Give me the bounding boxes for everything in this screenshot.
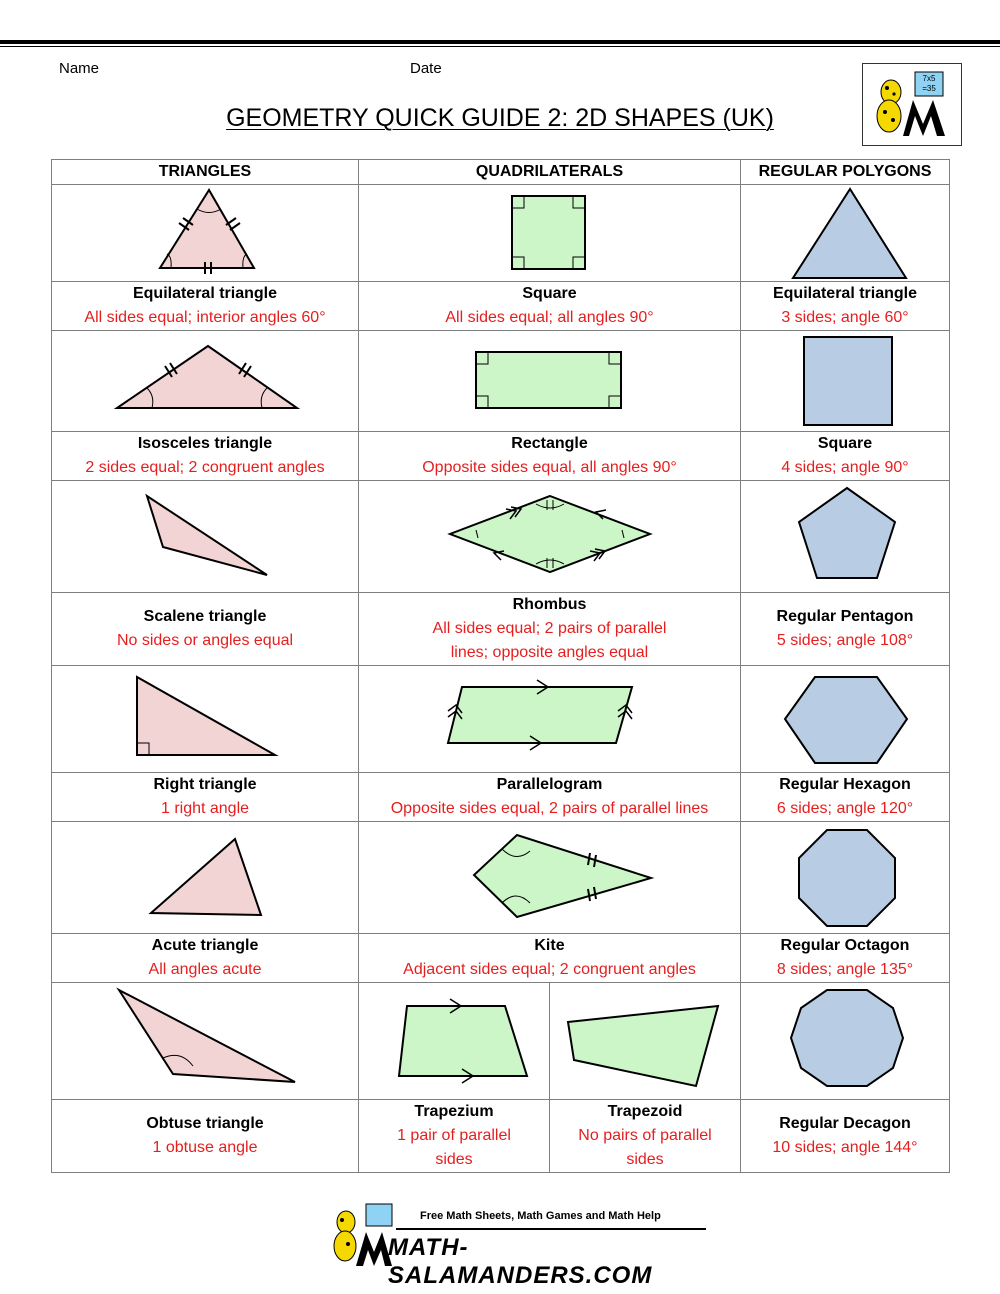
label-acute-triangle: Acute triangle All angles acute xyxy=(52,934,359,983)
label-kite: Kite Adjacent sides equal; 2 congruent angles xyxy=(359,934,741,983)
equilateral-triangle-shape xyxy=(55,186,355,281)
octagon-shape xyxy=(745,823,945,933)
date-label: Date xyxy=(410,60,442,77)
decagon-cell xyxy=(741,983,950,1100)
label-rectangle: Rectangle Opposite sides equal, all angles 90° xyxy=(359,432,741,481)
acute-triangle-shape xyxy=(55,823,355,933)
label-polygon-square: Square 4 sides; angle 90° xyxy=(741,432,950,481)
pentagon-cell xyxy=(741,481,950,593)
page-title: GEOMETRY QUICK GUIDE 2: 2D SHAPES (UK) xyxy=(226,104,774,132)
trapezoid-cell xyxy=(550,983,741,1100)
label-scalene-triangle: Scalene triangle No sides or angles equal xyxy=(52,593,359,666)
logo-text-2: =35 xyxy=(922,84,936,93)
octagon-cell xyxy=(741,822,950,934)
equilateral-triangle-cell xyxy=(52,185,359,282)
shapes-table xyxy=(51,159,950,1173)
label-isosceles-triangle: Isosceles triangle 2 sides equal; 2 congruent angles xyxy=(52,432,359,481)
label-equilateral-triangle: Equilateral triangle All sides equal; interior angles 60° xyxy=(52,282,359,331)
label-octagon: Regular Octagon 8 sides; angle 135° xyxy=(741,934,950,983)
polygon-triangle-cell xyxy=(741,185,950,282)
rectangle-shape xyxy=(360,332,740,431)
label-square: Square All sides equal; all angles 90° xyxy=(359,282,741,331)
label-polygon-triangle: Equilateral triangle 3 sides; angle 60° xyxy=(741,282,950,331)
parallelogram-shape xyxy=(360,667,740,772)
hexagon-cell xyxy=(741,666,950,773)
obtuse-triangle-cell xyxy=(52,983,359,1100)
polygon-square-cell xyxy=(741,331,950,432)
name-label: Name xyxy=(59,60,100,77)
isosceles-triangle-shape xyxy=(55,332,355,431)
isosceles-triangle-cell xyxy=(52,331,359,432)
scalene-triangle-cell xyxy=(52,481,359,593)
pentagon-shape xyxy=(745,482,945,592)
label-trapezoid: Trapezoid No pairs of parallel sides xyxy=(550,1100,741,1173)
col-header-regular-polygons: REGULAR POLYGONS xyxy=(741,160,950,185)
label-parallelogram: Parallelogram Opposite sides equal, 2 pairs of parallel lines xyxy=(359,773,741,822)
square-cell xyxy=(359,185,741,282)
trapezium-cell xyxy=(359,983,550,1100)
hexagon-shape xyxy=(745,667,945,772)
rhombus-cell xyxy=(359,481,741,593)
right-triangle-shape xyxy=(55,667,355,772)
label-obtuse-triangle: Obtuse triangle 1 obtuse angle xyxy=(52,1100,359,1173)
parallelogram-cell xyxy=(359,666,741,773)
label-rhombus: Rhombus All sides equal; 2 pairs of parallel lines; opposite angles equal xyxy=(359,593,741,666)
regular-triangle-shape xyxy=(745,186,945,281)
scalene-triangle-shape xyxy=(55,482,355,592)
decagon-shape xyxy=(745,984,945,1099)
acute-triangle-cell xyxy=(52,822,359,934)
footer-logo xyxy=(328,1200,713,1289)
label-hexagon: Regular Hexagon 6 sides; angle 120° xyxy=(741,773,950,822)
footer-tagline: Free Math Sheets, Math Games and Math Help xyxy=(420,1210,661,1222)
trapezoid-shape xyxy=(550,984,740,1099)
footer-site: MATH-SALAMANDERS.COM xyxy=(388,1234,653,1289)
rhombus-shape xyxy=(360,482,740,592)
regular-square-shape xyxy=(745,332,945,431)
footer-rule xyxy=(396,1228,706,1230)
trapezium-shape xyxy=(359,984,549,1099)
label-pentagon: Regular Pentagon 5 sides; angle 108° xyxy=(741,593,950,666)
square-shape xyxy=(360,186,740,281)
rectangle-cell xyxy=(359,331,741,432)
kite-cell xyxy=(359,822,741,934)
obtuse-triangle-shape xyxy=(55,984,355,1099)
logo-text-1: 7x5 xyxy=(922,74,936,83)
top-rule xyxy=(0,40,1000,44)
label-trapezium: Trapezium 1 pair of parallel sides xyxy=(359,1100,550,1173)
right-triangle-cell xyxy=(52,666,359,773)
col-header-triangles: TRIANGLES xyxy=(52,160,359,185)
col-header-quadrilaterals: QUADRILATERALS xyxy=(359,160,741,185)
top-rule-thin xyxy=(0,46,1000,47)
label-decagon: Regular Decagon 10 sides; angle 144° xyxy=(741,1100,950,1173)
kite-shape xyxy=(360,823,740,933)
label-right-triangle: Right triangle 1 right angle xyxy=(52,773,359,822)
